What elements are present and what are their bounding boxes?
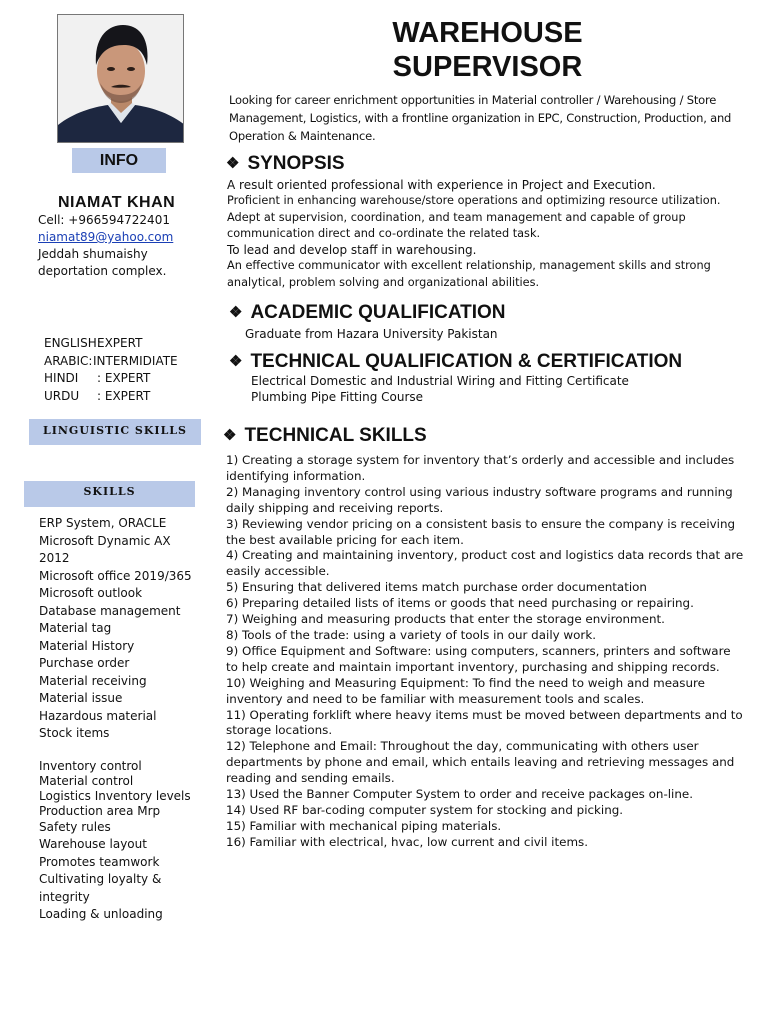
technical-skills-heading xyxy=(223,425,427,447)
technical-skill-item: 4) Creating and maintaining inventory, product cost and logistics data records that are easily accessible. xyxy=(226,548,744,579)
job-title-line-1: WAREHOUSE xyxy=(392,17,583,49)
certification-item: Plumbing Pipe Fitting Course xyxy=(251,390,424,404)
technical-qualification-heading xyxy=(229,351,682,373)
email-link[interactable]: niamat89@yahoo.com xyxy=(38,230,174,244)
skills-heading: SKILLS xyxy=(24,481,195,507)
skill-item: Microsoft Dynamic AX 2012 xyxy=(39,533,171,565)
language-name: URDU xyxy=(44,388,80,403)
technical-qualification-heading-text: TECHNICAL QUALIFICATION & CERTIFICATION xyxy=(250,351,683,372)
skill-item: Inventory control xyxy=(39,758,142,773)
academic-text: Graduate from Hazara University Pakistan xyxy=(245,327,498,341)
contact-block xyxy=(38,212,173,280)
technical-skills-heading-text: TECHNICAL SKILLS xyxy=(244,425,427,446)
language-level: : EXPERT xyxy=(97,371,151,385)
diamond-bullet-icon: ❖ xyxy=(229,353,243,370)
skill-item: Loading & unloading xyxy=(39,907,163,921)
phone-number: Cell: +966594722401 xyxy=(38,213,170,227)
synopsis-body xyxy=(227,177,757,291)
synopsis-line: Proficient in enhancing warehouse/store operations and optimizing resource utilization. xyxy=(227,194,721,208)
language-row xyxy=(44,370,178,388)
technical-skill-item: 8) Tools of the trade: using a variety of tools in our daily work. xyxy=(226,627,596,642)
technical-skill-item: 12) Telephone and Email: Throughout the day, communicating with others user departments by phone and email, which entails leaving and retrieving messages and reading and sending emails. xyxy=(226,739,735,786)
candidate-name: NIAMAT KHAN xyxy=(58,194,176,211)
technical-qualification-list xyxy=(251,373,629,405)
language-level: EXPERT xyxy=(97,336,143,350)
technical-skill-item: 6) Preparing detailed lists of items or goods that need purchasing or repairing. xyxy=(226,596,694,611)
language-level: INTERMIDIATE xyxy=(93,353,178,368)
linguistic-skills-heading: LINGUISTIC SKILLS xyxy=(29,419,201,445)
skill-item: Microsoft office 2019/365 xyxy=(39,568,192,583)
language-row xyxy=(44,353,178,371)
skill-item: Warehouse layout xyxy=(39,837,147,851)
technical-skill-item: 5) Ensuring that delivered items match purchase order documentation xyxy=(226,580,647,595)
synopsis-heading xyxy=(226,153,345,175)
skill-item: Hazardous material xyxy=(39,708,157,723)
synopsis-line: A result oriented professional with experience in Project and Execution. xyxy=(227,178,656,192)
skill-item: Logistics Inventory levels Production area Mrp xyxy=(39,788,191,818)
job-title xyxy=(340,16,635,84)
skill-item: Promotes teamwork xyxy=(39,854,160,869)
skill-item: Database management xyxy=(39,603,181,618)
skill-item: Purchase order xyxy=(39,656,130,670)
info-label: INFO xyxy=(72,148,166,173)
synopsis-heading-text: SYNOPSIS xyxy=(247,153,345,174)
technical-skill-item: 15) Familiar with mechanical piping materials. xyxy=(226,818,502,833)
address-line-2: deportation complex. xyxy=(38,264,167,278)
technical-skill-item: 13) Used the Banner Computer System to order and receive packages on-line. xyxy=(226,787,693,802)
technical-skill-item: 9) Office Equipment and Software: using computers, scanners, printers and software to help create and maintain important inventory, purchasing and shipping records. xyxy=(226,643,731,674)
technical-skill-item: 10) Weighing and Measuring Equipment: To find the need to weigh and measure inventory and need to be familiar with measurement tools and scales. xyxy=(226,675,705,706)
synopsis-line: To lead and develop staff in warehousing. xyxy=(227,243,477,258)
diamond-bullet-icon: ❖ xyxy=(223,427,237,444)
technical-skill-item: 11) Operating forklift where heavy items must be moved between departments and to storage locations. xyxy=(226,707,743,738)
synopsis-line: An effective communicator with excellent relationship, management skills and strong analytical, problem solving and organizational abilities. xyxy=(227,259,711,289)
diamond-bullet-icon: ❖ xyxy=(226,155,240,172)
portrait-image xyxy=(58,15,184,143)
synopsis-line: Adept at supervision, coordination, and team management and capable of group communication direct and co-ordinate the related task. xyxy=(227,210,686,240)
technical-skill-item: 2) Managing inventory control using various industry software programs and running daily shipping and receiving reports. xyxy=(226,484,733,515)
technical-skill-item: 3) Reviewing vendor pricing on a consistent basis to ensure the company is receiving the best available pricing for each item. xyxy=(226,516,736,547)
skill-item: Material receiving xyxy=(39,673,147,688)
skill-item: Material tag xyxy=(39,621,112,635)
skill-item: Microsoft outlook xyxy=(39,586,143,600)
technical-skill-item: 1) Creating a storage system for inventory that’s orderly and accessible and includes identifying information. xyxy=(226,453,735,483)
technical-skill-item: 14) Used RF bar-coding computer system for stocking and picking. xyxy=(226,802,624,817)
language-name: HINDI xyxy=(44,371,79,385)
skill-item: Material control xyxy=(39,773,134,788)
technical-skill-item: 7) Weighing and measuring products that enter the storage environment. xyxy=(226,612,665,627)
career-objective: Looking for career enrichment opportunities in Material controller / Warehousing / Store Management, Logistics, with a frontline organization in EPC, Construction, Production, and Operation & Maintenance. xyxy=(229,93,732,143)
skills-list xyxy=(39,515,197,924)
language-name: ARABIC: xyxy=(44,353,93,368)
address-line-1: Jeddah shumaishy xyxy=(38,247,148,261)
language-level: : EXPERT xyxy=(97,388,151,403)
certification-item: Electrical Domestic and Industrial Wiring and Fitting Certificate xyxy=(251,374,629,388)
diamond-bullet-icon: ❖ xyxy=(229,304,243,321)
academic-heading-text: ACADEMIC QUALIFICATION xyxy=(250,302,506,323)
profile-photo xyxy=(57,14,184,143)
skills-spacer xyxy=(39,743,197,759)
language-row xyxy=(44,388,178,406)
skill-item: Cultivating loyalty & integrity xyxy=(39,872,162,904)
skill-item: Safety rules xyxy=(39,819,111,834)
skill-item: ERP System, ORACLE xyxy=(39,516,167,530)
job-title-line-2: SUPERVISOR xyxy=(392,51,583,83)
skill-item: Material History xyxy=(39,638,135,653)
technical-skills-list xyxy=(226,453,746,851)
languages-list xyxy=(44,335,178,405)
language-row xyxy=(44,335,178,353)
technical-skill-item: 16) Familiar with electrical, hvac, low current and civil items. xyxy=(226,834,589,849)
skill-item: Stock items xyxy=(39,726,110,740)
skill-item: Material issue xyxy=(39,691,123,705)
academic-heading xyxy=(229,302,506,324)
language-name: ENGLISH: xyxy=(44,336,101,350)
